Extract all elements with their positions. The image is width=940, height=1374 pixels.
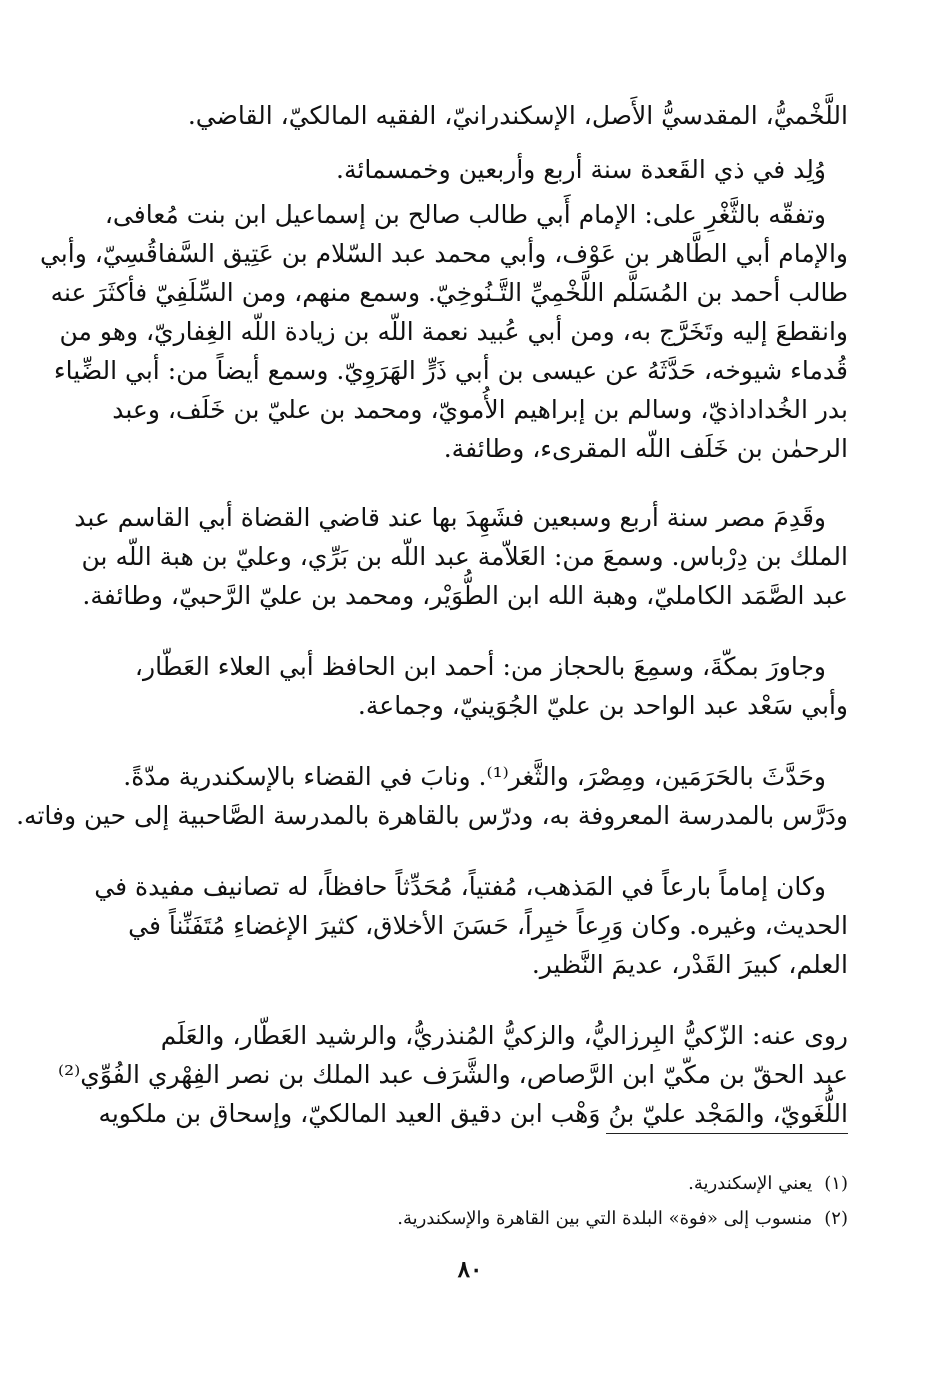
footnote-number: (١) xyxy=(824,1173,848,1194)
text-line: وأبي سَعْد عبد الواحد بن عليّ الجُوَينيّ، وجماعة. xyxy=(357,691,848,720)
footnotes xyxy=(92,1166,848,1236)
text-line: ودَرَّس بالمدرسة المعروفة به، ودرّس بالقاهرة بالمدرسة الصَّاحبية إلى حين وفاته. xyxy=(16,801,848,830)
text-line: وتفقّه بالثَّغْرِ على: الإمام أَبي طالب صالح بن إسماعيل ابن بنت مُعافى، xyxy=(104,200,826,229)
text-line: اللُّغَويّ، والمَجْد عليّ بنُ وَهْب ابن دقيق العيد المالكيّ، وإسحاق بن ملكويه xyxy=(98,1099,848,1128)
text-line: روى عنه: الزّكيُّ البِرزاليُّ، والزكيُّ المُنذريُّ، والرشيد العَطّار، والعَلَم xyxy=(160,1021,848,1050)
text-line: عبد الصَّمَد الكامليّ، وهبة الله ابن الطُّوَيْر، ومحمد بن عليّ الرَّحبيّ، وطائفة. xyxy=(82,581,848,610)
paragraph-hijaz xyxy=(92,647,848,725)
footnote-text: منسوب إلى «فوة» البلدة التي بين القاهرة والإسكندرية. xyxy=(397,1208,813,1229)
text-line: وانقطعَ إليه وتَخَرَّج به، ومن أبي عُبيد نعمة اللّه بن زيادة اللّه الغِفاريّ، وهو من xyxy=(59,317,848,346)
text-line: قُدماء شيوخه، حَدَّثَهُ عن عيسى بن أبي ذَرٍّ الهَرَوِيّ. وسمع أيضاً من: أبي الضِّياء xyxy=(53,356,848,385)
paragraph-opening xyxy=(92,96,848,135)
footnote-number: (٢) xyxy=(824,1208,848,1229)
text-line: العلم، كبيرَ القَدْر، عديمَ النَّظير. xyxy=(531,950,848,979)
text-line: وُلِد في ذي القَعدة سنة أربع وأربعين وخمسمائة. xyxy=(336,155,826,184)
text-line: عبد الحقّ بن مكّيّ ابن الرَّصاص، والشَّرَف عبد الملك بن نصر الفِهْري الفُوِّي⁽²⁾ xyxy=(57,1060,848,1089)
page-body xyxy=(16,92,848,1133)
text-line: بدر الخُداداذيّ، وسالم بن إبراهيم الأُمويّ، ومحمد بن عليّ بن خَلَف، وعبد xyxy=(112,395,848,424)
paragraph-teachers xyxy=(39,195,848,468)
paragraph-character xyxy=(92,867,848,984)
paragraph-birth xyxy=(92,150,848,189)
text-line: وقَدِمَ مصر سنة أربع وسبعين فشَهِدَ بها عند قاضي القضاة أبي القاسم عبد xyxy=(74,503,826,532)
footnote-text: يعني الإسكندرية. xyxy=(688,1173,813,1194)
text-line: الرحمٰن بن خَلَف اللّه المقرىء، وطائفة. xyxy=(443,434,848,463)
text-line: الحديث، وغيره. وكان وَرِعاً خيِراً، حَسَنَ الأخلاق، كثيرَ الإغضاءِ مُتَفَنِّناً في xyxy=(128,911,848,940)
footnote-separator xyxy=(606,1133,848,1134)
text-line: والإمام أبي الطَّاهر بن عَوْف، وأبي محمد عبد السّلام بن عَتِيق السَّفاقُسِيّ، وأبي xyxy=(39,239,848,268)
page-number: ٨٠ xyxy=(457,1256,483,1283)
text-line: الملك بن دِرْباس. وسمعَ من: العَلاّمة عبد اللّه بن بَرِّي، وعليّ بن هبة اللّه بن xyxy=(81,542,848,571)
text-line: اللَّخْميُّ، المقدسيُّ الأَصل، الإسكندرانيّ، الفقيه المالكيّ، القاضي. xyxy=(187,101,848,130)
text-line: وحَدَّثَ بالحَرَمَين، ومِصْرَ، والثَّغر⁽¹⁾. ونابَ في القضاء بالإسكندرية مدّةً. xyxy=(123,762,826,791)
paragraph-teaching xyxy=(16,757,848,835)
paragraph-narrators xyxy=(57,1016,848,1133)
text-line: وكان إماماً بارعاً في المَذهب، مُفتياً، مُحَدِّثاً حافظاً، له تصانيف مفيدة في xyxy=(94,872,826,901)
paragraph-egypt xyxy=(74,498,848,615)
text-line: وجاورَ بمكّةَ، وسمِعَ بالحجاز من: أحمد ابن الحافظ أبي العلاء العَطّار، xyxy=(134,652,826,681)
footnote-1 xyxy=(92,1166,848,1201)
footnote-2 xyxy=(92,1201,848,1236)
text-line: طالب أحمد بن المُسَلَّم اللَّخْمِيِّ التَّـنُوخِيّ. وسمع منهم، ومن السِّلَفِيّ فأكثَرَ عنه xyxy=(50,278,848,307)
